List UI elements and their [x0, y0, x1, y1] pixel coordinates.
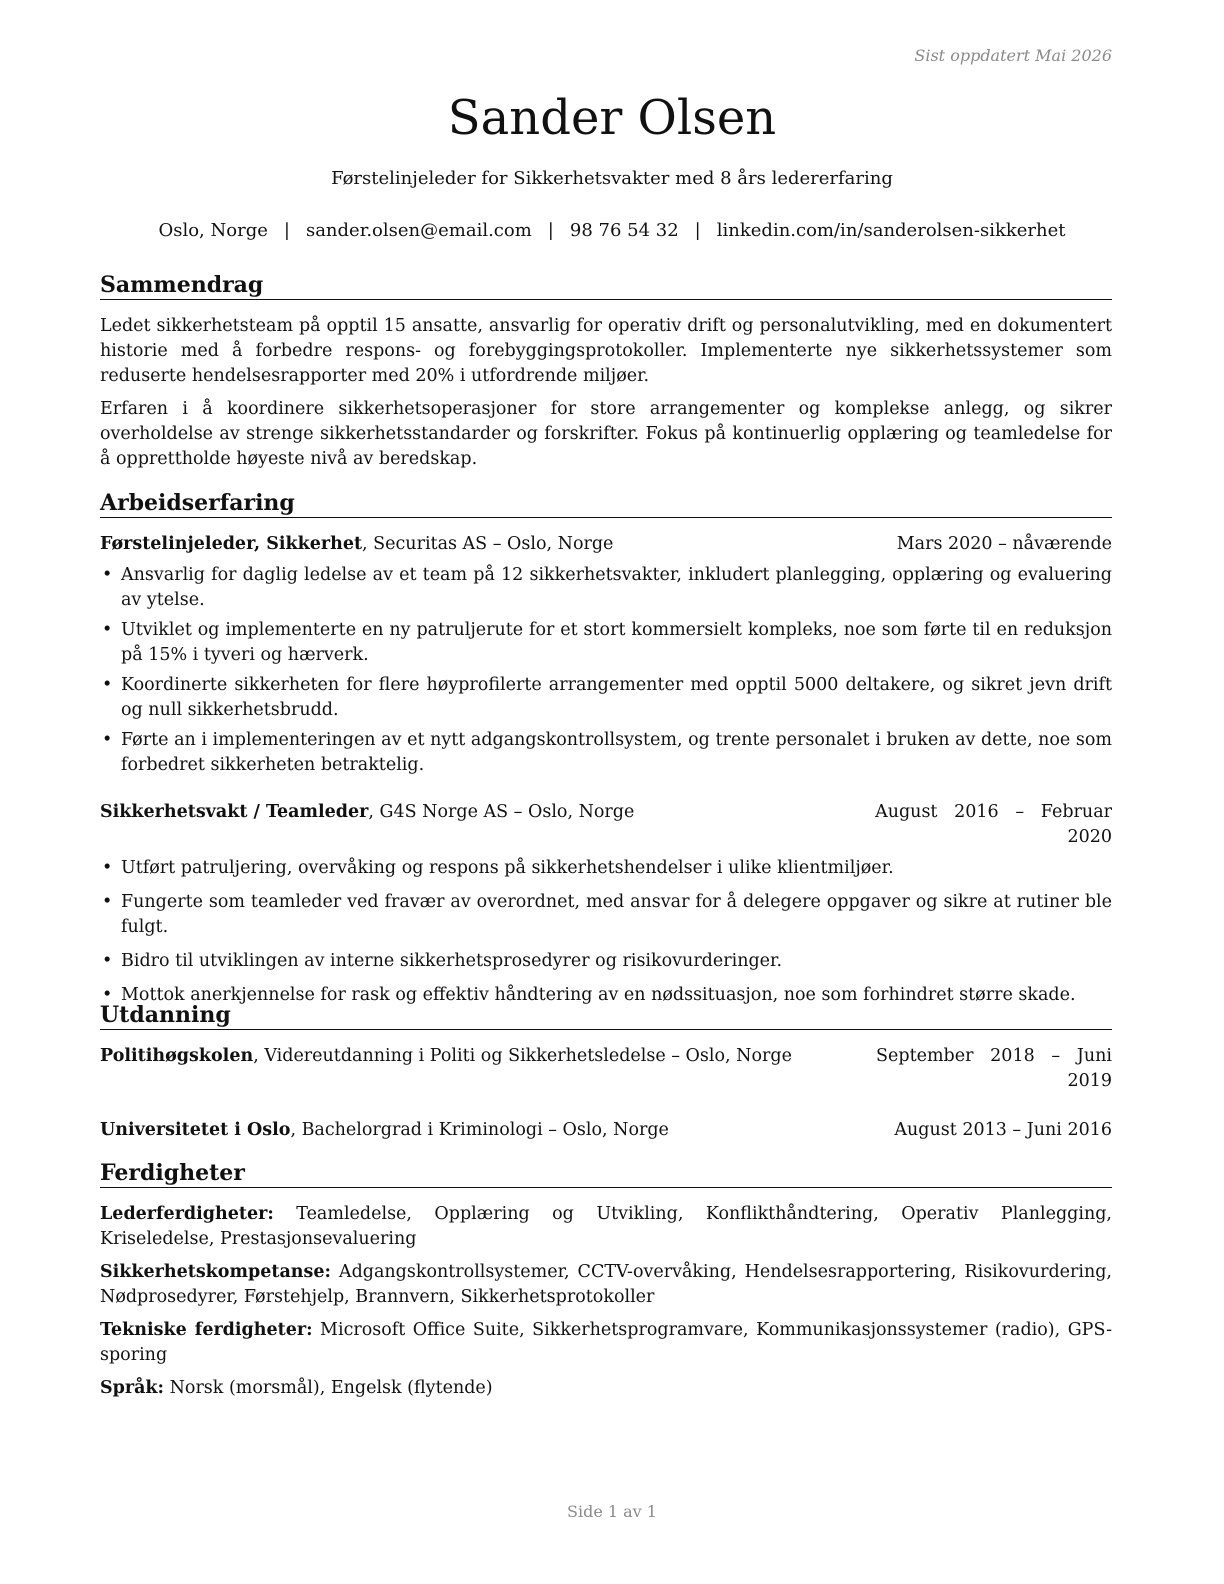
skill-row: [100, 1202, 1112, 1252]
job-title: Førstelinjeleder, Sikkerhet: [100, 534, 363, 554]
skill-row: [100, 1376, 1112, 1401]
education-program: , Videreutdanning i Politi og Sikkerhetsledelse – Oslo, Norge: [253, 1046, 792, 1066]
list-item: • Mottok anerkjennelse for rask og effektiv håndtering av en nødssituasjon, noe som forhindret større skade.: [100, 983, 1112, 1008]
contact-email[interactable]: sander.olsen@email.com: [305, 220, 532, 241]
education-header: [100, 1044, 1112, 1094]
contact-phone: 98 76 54 32: [569, 220, 679, 241]
school-name: Universitetet i Oslo: [100, 1120, 291, 1140]
contact-separator: |: [694, 220, 701, 241]
job-title-line: [100, 800, 634, 850]
skill-text: Teamledelse, Opplæring og Utvikling, Konflikthåndtering, Operativ Planlegging, Kriseledelse, Prestasjonsevaluering: [100, 1204, 1112, 1249]
job-header: [100, 800, 1112, 850]
skill-row: [100, 1318, 1112, 1368]
job-dates: Mars 2020 – nåværende: [896, 534, 1112, 554]
job-dates: [875, 800, 1112, 850]
list-item: • Bidro til utviklingen av interne sikkerhetsprosedyrer og risikovurderinger.: [100, 949, 1112, 974]
list-item: • Utført patruljering, overvåking og respons på sikkerhetshendelser i ulike klientmiljøer.: [100, 856, 1112, 881]
skill-label: Språk:: [100, 1378, 165, 1398]
school-name: Politihøgskolen: [100, 1046, 254, 1066]
job-entry: [100, 800, 1112, 1017]
job-company: , Securitas AS – Oslo, Norge: [362, 534, 614, 554]
summary-section: [100, 314, 1112, 480]
education-dates: [876, 1044, 1112, 1094]
page-number: Side 1 av 1: [567, 1502, 657, 1521]
job-bullets: [100, 563, 1112, 778]
skill-text: Microsoft Office Suite, Sikkerhetsprogramvare, Kommunikasjonssystemer (radio), GPS-sporing: [100, 1320, 1112, 1365]
skill-label: Tekniske ferdigheter:: [100, 1320, 313, 1340]
education-entry: [100, 1118, 1112, 1143]
tagline: Førstelinjeleder for Sikkerhetsvakter med 8 års ledererfaring: [331, 168, 893, 189]
contact-separator: |: [283, 220, 290, 241]
job-dates-line: 2020: [1067, 827, 1112, 847]
education-program: , Bachelorgrad i Kriminologi – Oslo, Norge: [290, 1120, 669, 1140]
job-header: [100, 532, 1112, 557]
contact-location: Oslo, Norge: [158, 220, 268, 241]
list-item: • Førte an i implementeringen av et nytt adgangskontrollsystem, og trente personalet i bruken av dette, noe som forbedret sikkerheten betraktelig.: [100, 728, 1112, 778]
skills-section: [100, 1202, 1112, 1409]
education-dates-line: September 2018 – Juni: [876, 1046, 1112, 1066]
skill-text: Norsk (morsmål), Engelsk (flytende): [164, 1378, 493, 1398]
list-item: • Fungerte som teamleder ved fravær av overordnet, med ansvar for å delegere oppgaver og sikre at rutiner ble fulgt.: [100, 890, 1112, 940]
skill-row: [100, 1260, 1112, 1310]
education-dates: August 2013 – Juni 2016: [894, 1120, 1112, 1140]
job-title-line: [100, 532, 613, 557]
contact-separator: |: [547, 220, 554, 241]
education-dates-line: 2019: [1067, 1071, 1112, 1091]
job-company: , G4S Norge AS – Oslo, Norge: [368, 802, 635, 822]
list-item: • Ansvarlig for daglig ledelse av et team på 12 sikkerhetsvakter, inkludert planlegging, opplæring og evaluering av ytelse.: [100, 563, 1112, 613]
education-entry: [100, 1044, 1112, 1094]
person-name: Sander Olsen: [447, 90, 777, 146]
job-entry: [100, 532, 1112, 783]
skill-label: Sikkerhetskompetanse:: [100, 1262, 331, 1282]
education-line: [100, 1044, 792, 1094]
list-item: • Koordinerte sikkerheten for flere høyprofilerte arrangementer med opptil 5000 deltakere, og sikret jevn drift og null sikkerhetsbrudd.: [100, 673, 1112, 723]
contact-linkedin[interactable]: linkedin.com/in/sanderolsen-sikkerhet: [716, 220, 1066, 241]
section-title-skills: Ferdigheter: [100, 1159, 1112, 1188]
job-bullets: [100, 856, 1112, 1008]
job-title: Sikkerhetsvakt / Teamleder: [100, 802, 369, 822]
summary-paragraph: Ledet sikkerhetsteam på opptil 15 ansatte, ansvarlig for operativ drift og personalutvikling, med en dokumentert historie med å forbedre respons- og forebyggingsprotokoller. Implementerte nye sikkerhetssystemer som reduserte hendelsesrapporter med 20% i utfordrende miljøer.: [100, 316, 1112, 386]
section-title-experience: Arbeidserfaring: [100, 489, 1112, 518]
contact-line: [0, 220, 1224, 241]
job-dates-line: August 2016 – Februar: [875, 802, 1112, 822]
summary-paragraph: Erfaren i å koordinere sikkerhetsoperasjoner for store arrangementer og komplekse anlegg, og sikrer overholdelse av strenge sikkerhetsstandarder og forskrifter. Fokus på kontinuerlig opplæring og teamledelse for å opprettholde høyeste nivå av beredskap.: [100, 399, 1112, 469]
last-updated: Sist oppdatert Mai 2026: [914, 46, 1112, 65]
section-title-summary: Sammendrag: [100, 271, 1112, 300]
skill-label: Lederferdigheter:: [100, 1204, 274, 1224]
education-header: [100, 1118, 1112, 1143]
skill-text: Adgangskontrollsystemer, CCTV-overvåking, Hendelsesrapportering, Risikovurdering, Nødprosedyrer, Førstehjelp, Brannvern, Sikkerhetsprotokoller: [100, 1262, 1112, 1307]
education-line: [100, 1118, 669, 1143]
list-item: • Utviklet og implementerte en ny patruljerute for et stort kommersielt kompleks, noe som førte til en reduksjon på 15% i tyveri og hærverk.: [100, 618, 1112, 668]
section-title-education: Utdanning: [100, 1001, 1112, 1030]
